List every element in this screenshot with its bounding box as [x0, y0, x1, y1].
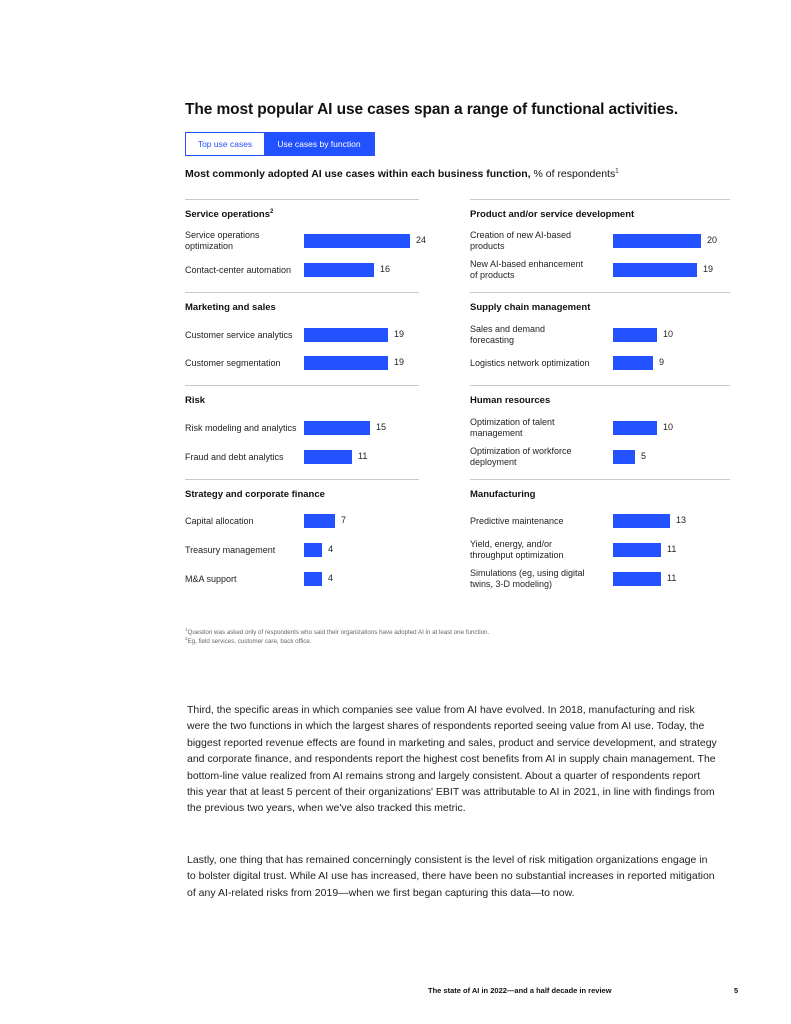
use-case-bar: [304, 328, 388, 342]
use-case-bar: [613, 234, 701, 248]
use-case-bar: [304, 572, 322, 586]
section-divider: [470, 199, 730, 200]
section-divider: [185, 385, 419, 386]
use-case-label: Capital allocation: [185, 515, 254, 526]
use-case-bar: [613, 514, 670, 528]
use-case-value: 11: [667, 573, 677, 583]
use-case-value: 20: [707, 235, 718, 245]
use-case-bar: [613, 263, 697, 277]
subtitle-footnote-mark: 1: [615, 168, 619, 175]
footnote-2: [185, 636, 312, 645]
use-case-label: Logistics network optimization: [470, 357, 590, 368]
use-case-label: Fraud and debt analytics: [185, 451, 284, 462]
use-case-bar: [613, 356, 653, 370]
use-case-label: Predictive maintenance: [470, 515, 564, 526]
use-case-value: 13: [676, 515, 687, 525]
use-case-label: M&A support: [185, 573, 237, 584]
subtitle-rest: % of respondents: [530, 168, 616, 180]
use-case-label: Optimization of talent management: [470, 417, 555, 438]
use-case-value: 9: [659, 357, 665, 367]
section-divider: [470, 479, 730, 480]
function-title: Marketing and sales: [185, 302, 276, 313]
section-divider: [185, 199, 419, 200]
use-case-bar: [304, 356, 388, 370]
section-divider: [470, 385, 730, 386]
use-case-value: 11: [667, 544, 677, 554]
footnote-2-mark: 2: [185, 636, 188, 641]
use-case-value: 24: [416, 235, 427, 245]
use-case-label: Service operations optimization: [185, 230, 260, 251]
tab-use-cases-by-function[interactable]: Use cases by function: [264, 133, 374, 155]
use-case-bar: [613, 572, 661, 586]
use-case-value: 19: [703, 264, 714, 274]
use-case-label: Treasury management: [185, 544, 276, 555]
use-case-value: 10: [663, 329, 674, 339]
use-case-bar: [304, 450, 352, 464]
use-case-label: Creation of new AI-based products: [470, 230, 572, 251]
footnote-2-text: Eg, field services, customer care, back office.: [187, 638, 312, 646]
use-case-label: New AI-based enhancement of products: [470, 259, 584, 280]
use-case-bar: [304, 514, 335, 528]
use-case-bar: [613, 450, 635, 464]
section-divider: [185, 479, 419, 480]
use-case-label: Optimization of workforce deployment: [470, 446, 572, 467]
body-paragraph-1: Third, the specific areas in which companies see value from AI have evolved. In 2018, manufacturing and risk were the two functions in which the largest shares of respondents reported seeing value from AI use. Today, the biggest reported revenue effects are found in marketing and sales, product and service development, and strategy and corporate finance, and respondents report the highest cost benefits from AI in supply chain management. The bottom-line value realized from AI remains strong and largely consistent. About a quarter of respondents report this year that at least 5 percent of their organizations' EBIT was attributable to AI in 2021, in line with findings from the previous two years, when we've also tracked this metric.: [187, 704, 717, 815]
subtitle-bold: Most commonly adopted AI use cases within each business function,: [185, 168, 531, 180]
use-case-bar: [304, 234, 410, 248]
use-case-label: Simulations (eg, using digital twins, 3-D modeling): [470, 568, 585, 589]
function-title: Supply chain management: [470, 302, 591, 313]
use-case-value: 15: [376, 422, 387, 432]
use-case-label: Contact-center automation: [185, 264, 292, 275]
use-case-value: 16: [380, 264, 391, 274]
use-case-value: 11: [358, 451, 368, 461]
function-title-footnote-mark: 2: [270, 209, 274, 215]
function-title: Human resources: [470, 395, 551, 406]
use-case-value: 10: [663, 422, 674, 432]
body-paragraph-2: Lastly, one thing that has remained concerningly consistent is the level of risk mitigation organizations engage in to bolster digital trust. While AI use has increased, there have been no substantial increases in reported mitigation of any AI-related risks from 2019—when we first began capturing this data—to now.: [187, 854, 715, 899]
tab-top-use-cases[interactable]: Top use cases: [186, 133, 264, 155]
page-number: 5: [734, 986, 739, 995]
function-title: Product and/or service development: [470, 209, 635, 220]
footnote-1-mark: 1: [185, 627, 188, 632]
function-title: Strategy and corporate finance: [185, 489, 325, 500]
use-case-label: Sales and demand forecasting: [470, 324, 546, 345]
use-case-value: 4: [328, 573, 334, 583]
function-title: Service operations$^2$: [185, 209, 274, 221]
use-case-value: 7: [341, 515, 347, 525]
footer-title: The state of AI in 2022—and a half decade in review: [428, 986, 612, 995]
use-case-value: 19: [394, 357, 405, 367]
use-case-label: Customer segmentation: [185, 357, 281, 368]
use-case-bar: [304, 543, 322, 557]
use-case-label: Customer service analytics: [185, 329, 293, 340]
use-case-bar: [613, 543, 661, 557]
use-case-value: 4: [328, 544, 334, 554]
chart-subtitle: [185, 168, 619, 180]
view-tabs: [185, 132, 375, 156]
page-headline: The most popular AI use cases span a range of functional activities.: [185, 101, 679, 118]
function-title: Manufacturing: [470, 489, 536, 500]
use-case-value: 19: [394, 329, 405, 339]
use-case-label: Risk modeling and analytics: [185, 422, 297, 433]
use-case-value: 5: [641, 451, 647, 461]
use-case-label: Yield, energy, and/or throughput optimization: [470, 539, 564, 560]
use-case-bar: [304, 421, 370, 435]
section-divider: [185, 292, 419, 293]
use-case-bar: [304, 263, 374, 277]
footnote-1: [185, 627, 489, 636]
use-case-bar: [613, 421, 657, 435]
section-divider: [470, 292, 730, 293]
footnote-1-text: Question was asked only of respondents who said their organizations have adopted AI in at least one function.: [187, 629, 490, 637]
use-case-bar: [613, 328, 657, 342]
function-title: Risk: [185, 395, 206, 406]
